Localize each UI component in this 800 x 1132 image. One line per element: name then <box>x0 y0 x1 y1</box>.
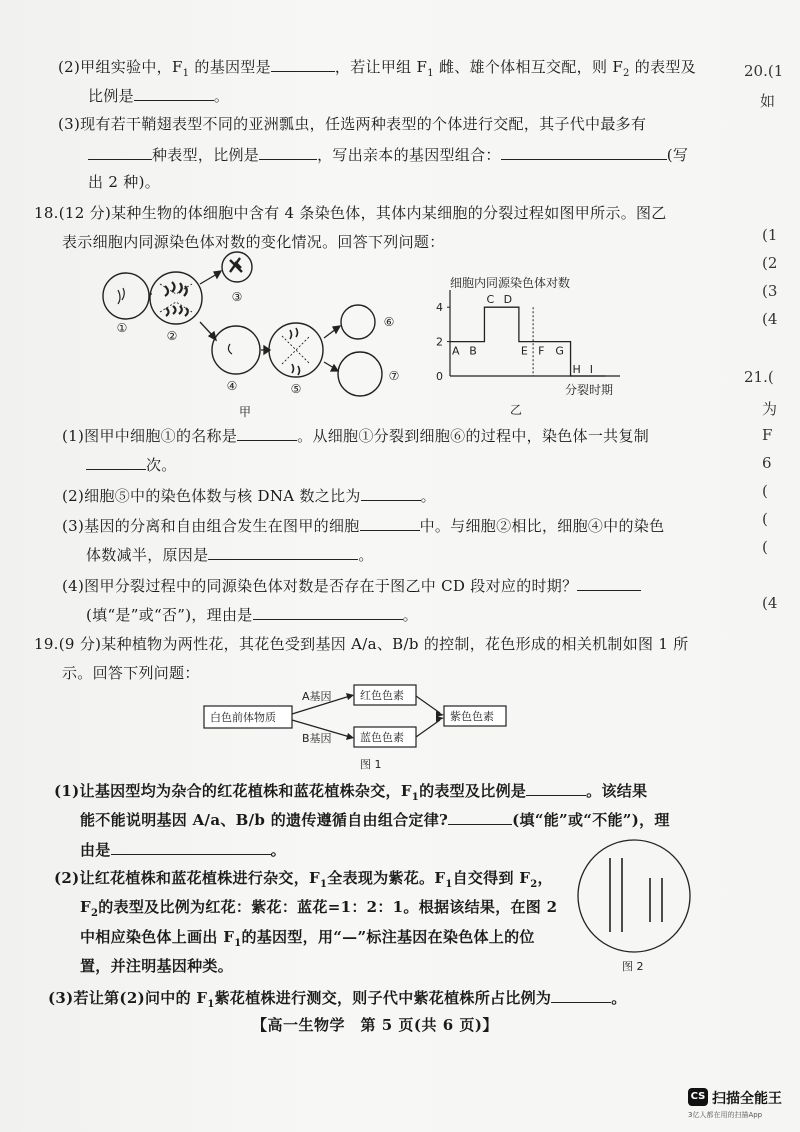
segment-label-E: E <box>520 344 528 358</box>
q18-stem-line1: 18.(12 分)某种生物的体细胞中含有 4 条染色体，其体内某细胞的分裂过程如图甲所示。图乙 <box>34 204 667 222</box>
q17-part3-line2: 种表型，比例是 ，写出亲本的基因型组合： (写 <box>88 143 688 165</box>
figure-2-caption: 图 2 <box>622 960 644 973</box>
camscanner-watermark <box>688 1086 796 1126</box>
answer-blank[interactable] <box>111 838 271 855</box>
side-q20: 20.(1 <box>744 62 784 80</box>
figure-1-flow <box>200 682 530 772</box>
q19-stem-line2: 示。回答下列问题： <box>62 664 200 682</box>
cell-7 <box>338 352 382 396</box>
box-purple-pigment-label: 紫色色素 <box>450 710 494 723</box>
side-m2: (2 <box>762 254 778 272</box>
side-wei: 为 <box>762 400 778 418</box>
answer-blank[interactable] <box>360 514 420 531</box>
q19-part2-line1: (2)让红花植株和蓝花植株进行杂交，$F_1$全表现为紫花。$F_1$自交得到 $F_2$， <box>54 869 553 890</box>
side-f: F <box>762 426 773 444</box>
answer-blank[interactable] <box>271 55 335 72</box>
segment-label-F: F <box>538 344 545 358</box>
page-footer: 【高一生物学 第 5 页(共 6 页)】 <box>252 1016 498 1034</box>
y-tick-2: 2 <box>436 335 443 349</box>
segment-label-H: H <box>572 363 581 376</box>
side-q21: 21.( <box>744 368 774 386</box>
side-m1: (1 <box>762 226 778 244</box>
gene-a-label: A基因 <box>302 690 332 703</box>
answer-blank[interactable] <box>526 779 586 796</box>
y-tick-4: 4 <box>436 301 443 315</box>
segment-label-D: D <box>503 293 513 307</box>
q17-part2-line2: 比例是 。 <box>88 84 229 106</box>
q19-part2-line4: 置，并注明基因种类。 <box>80 957 234 975</box>
gene-b-label: B基因 <box>302 732 332 745</box>
cell-label-4: ④ <box>226 379 238 393</box>
segment-label-B: B <box>469 344 477 358</box>
cs-brand: 扫描全能王 <box>712 1091 782 1107</box>
cs-logo-icon: CS <box>688 1088 708 1106</box>
cell-label-5: ⑤ <box>290 382 302 396</box>
q18-part1-line1: (1)图甲中细胞①的名称是 。从细胞①分裂到细胞⑥的过程中，染色体一共复制 <box>62 424 649 446</box>
q19-part2-line2: $F_2$的表型及比例为红花：紫花：蓝花=1：2：1。根据该结果，在图 2 <box>80 898 558 919</box>
answer-blank[interactable] <box>551 986 611 1003</box>
side-s2: ( <box>762 510 768 528</box>
figure-1-caption: 图 1 <box>360 758 382 771</box>
homologous-pair-step-line <box>450 307 605 376</box>
answer-blank[interactable] <box>361 484 421 501</box>
q19-part1-line3: 由是 。 <box>80 838 286 860</box>
cs-tagline: 3亿人都在用的扫描App <box>688 1111 763 1119</box>
y-tick-0: 0 <box>436 370 443 383</box>
figure-jia-caption: 甲 <box>238 405 252 419</box>
q19-stem-line1: 19.(9 分)某种植物为两性花，其花色受到基因 A/a、B/b 的控制，花色形成的相关机制如图 1 所 <box>34 635 689 653</box>
q18-part4-line1: (4)图甲分裂过程中的同源染色体对数是否存在于图乙中 CD 段对应的时期？ <box>62 574 641 596</box>
box-blue-pigment-label: 蓝色色素 <box>360 731 404 744</box>
q19-part2-line3: 中相应染色体上画出 $F_1$的基因型，用“—”标注基因在染色体上的位 <box>80 928 535 949</box>
cell-label-2: ② <box>166 329 178 343</box>
q18-part1-line2: 次。 <box>86 453 177 475</box>
cell-1 <box>103 273 149 319</box>
segment-label-I: I <box>589 363 594 376</box>
q18-part3-line2: 体数减半，原因是 。 <box>86 543 374 565</box>
q18-part4-line2: (填“是”或“否”)，理由是 。 <box>86 603 418 625</box>
side-s4: (4 <box>762 594 778 612</box>
cell-label-3: ③ <box>231 290 243 304</box>
cell-label-6: ⑥ <box>383 315 395 329</box>
cell-5 <box>269 323 323 377</box>
side-s1: ( <box>762 482 768 500</box>
box-white-precursor-label: 白色前体物质 <box>210 711 276 724</box>
side-m4: (4 <box>762 310 778 328</box>
side-six: 6 <box>762 454 772 472</box>
answer-blank[interactable] <box>134 84 214 101</box>
q18-part3-line1: (3)基因的分离和自由组合发生在图甲的细胞 中。与细胞②相比，细胞④中的染色 <box>62 514 664 536</box>
q19-part1-line2: 能不能说明基因 A/a、B/b 的遗传遵循自由组合定律? (填“能”或“不能”)，理 <box>80 808 670 830</box>
chart-xlabel: 分裂时期 <box>565 383 614 397</box>
answer-blank[interactable] <box>208 543 358 560</box>
side-m3: (3 <box>762 282 778 300</box>
figure-yi-chart <box>430 272 630 420</box>
figure-2-chromosomes <box>574 836 694 976</box>
cell-2 <box>150 272 202 324</box>
answer-blank[interactable] <box>253 603 403 620</box>
figure-jia-cell-division <box>90 250 420 420</box>
side-ru: 如 <box>760 92 776 110</box>
cell-6 <box>341 305 375 339</box>
q17-part3-line3: 出 2 种)。 <box>88 173 161 191</box>
answer-blank[interactable] <box>577 574 641 591</box>
q17-part3-line1: (3)现有若干鞘翅表型不同的亚洲瓢虫，任选两种表型的个体进行交配，其子代中最多有 <box>58 115 647 133</box>
q17-part2-line1: (2)甲组实验中，$F_1$ 的基因型是 ，若让甲组 $F_1$ 雌、雄个体相互交配，则 $F_2$ 的表型及 <box>58 55 696 84</box>
answer-blank[interactable] <box>259 143 317 160</box>
box-red-pigment-label: 红色色素 <box>360 689 404 702</box>
answer-blank[interactable] <box>86 453 146 470</box>
segment-label-A: A <box>452 344 460 358</box>
q19-part1-line1: (1)让基因型均为杂合的红花植株和蓝花植株杂交，$F_1$的表型及比例是 。该结果 <box>54 779 647 808</box>
q18-stem-line2: 表示细胞内同源染色体对数的变化情况。回答下列问题： <box>62 233 445 251</box>
segment-label-G: G <box>555 344 564 358</box>
segment-label-C: C <box>486 293 495 307</box>
chart-ylabel: 细胞内同源染色体对数 <box>450 276 571 290</box>
answer-blank[interactable] <box>237 424 297 441</box>
q18-part2: (2)细胞⑤中的染色体数与核 DNA 数之比为 。 <box>62 484 436 506</box>
answer-blank[interactable] <box>88 143 152 160</box>
cell-4 <box>212 326 260 374</box>
answer-blank[interactable] <box>501 143 667 160</box>
side-s3: ( <box>762 538 768 556</box>
answer-blank[interactable] <box>448 808 512 825</box>
figure-yi-caption: 乙 <box>510 403 523 417</box>
cell-label-1: ① <box>116 321 128 335</box>
q19-part3: (3)若让第(2)问中的 $F_1$紫花植株进行测交，则子代中紫花植株所占比例为 。 <box>48 986 627 1015</box>
cell-label-7: ⑦ <box>388 369 400 383</box>
